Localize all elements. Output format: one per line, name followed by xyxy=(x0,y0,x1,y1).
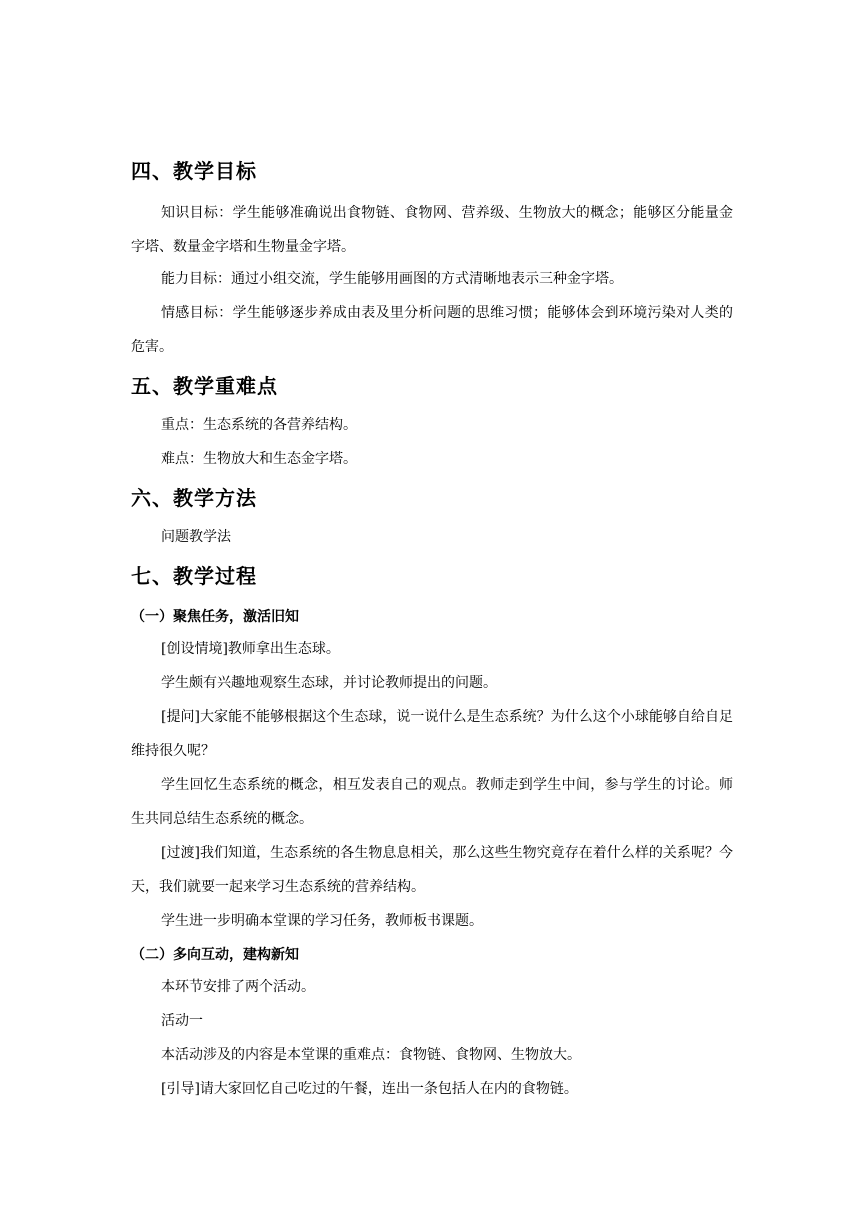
subsection-heading-interaction: （二）多向互动，建构新知 xyxy=(131,947,299,963)
section-heading-teaching-objectives: 四、教学目标 xyxy=(131,159,257,183)
paragraph-question: [提问]大家能不能够根据这个生态球，说一说什么是生态系统？为什么这个小球能够自给自足维持很久呢？ xyxy=(131,709,733,759)
paragraph-guide: [引导]请大家回忆自己吃过的午餐，连出一条包括人在内的食物链。 xyxy=(161,1081,578,1097)
paragraph-emotion-objective: 情感目标：学生能够逐步养成由表及里分析问题的思维习惯；能够体会到环境污染对人类的危害。 xyxy=(131,305,733,355)
paragraph-student-recall: 学生回忆生态系统的概念，相互发表自己的观点。教师走到学生中间，参与学生的讨论。师生共同总结生态系统的概念。 xyxy=(131,777,733,827)
paragraph-teaching-method: 问题教学法 xyxy=(161,529,231,545)
paragraph-difficult-point: 难点：生物放大和生态金字塔。 xyxy=(161,451,357,467)
paragraph-activity-content: 本活动涉及的内容是本堂课的重难点：食物链、食物网、生物放大。 xyxy=(161,1047,581,1063)
section-heading-teaching-method: 六、教学方法 xyxy=(131,486,257,510)
paragraph-task-clarify: 学生进一步明确本堂课的学习任务，教师板书课题。 xyxy=(161,913,483,929)
paragraph-key-point: 重点：生态系统的各营养结构。 xyxy=(161,417,357,433)
paragraph-student-observe: 学生颇有兴趣地观察生态球，并讨论教师提出的问题。 xyxy=(161,675,497,691)
paragraph-ability-objective: 能力目标：通过小组交流，学生能够用画图的方式清晰地表示三种金字塔。 xyxy=(161,271,623,287)
section-heading-key-points: 五、教学重难点 xyxy=(131,374,278,398)
paragraph-activity-one: 活动一 xyxy=(161,1013,203,1029)
section-heading-teaching-process: 七、教学过程 xyxy=(131,564,257,588)
paragraph-knowledge-objective: 知识目标：学生能够准确说出食物链、食物网、营养级、生物放大的概念；能够区分能量金字塔、数量金字塔和生物量金字塔。 xyxy=(131,205,733,255)
paragraph-transition: [过渡]我们知道，生态系统的各生物息息相关，那么这些生物究竟存在着什么样的关系呢？今天，我们就要一起来学习生态系统的营养结构。 xyxy=(131,845,733,895)
paragraph-two-activities: 本环节安排了两个活动。 xyxy=(161,979,315,995)
paragraph-create-situation: [创设情境]教师拿出生态球。 xyxy=(161,641,340,657)
subsection-heading-focus-task: （一）聚焦任务，激活旧知 xyxy=(131,609,299,625)
